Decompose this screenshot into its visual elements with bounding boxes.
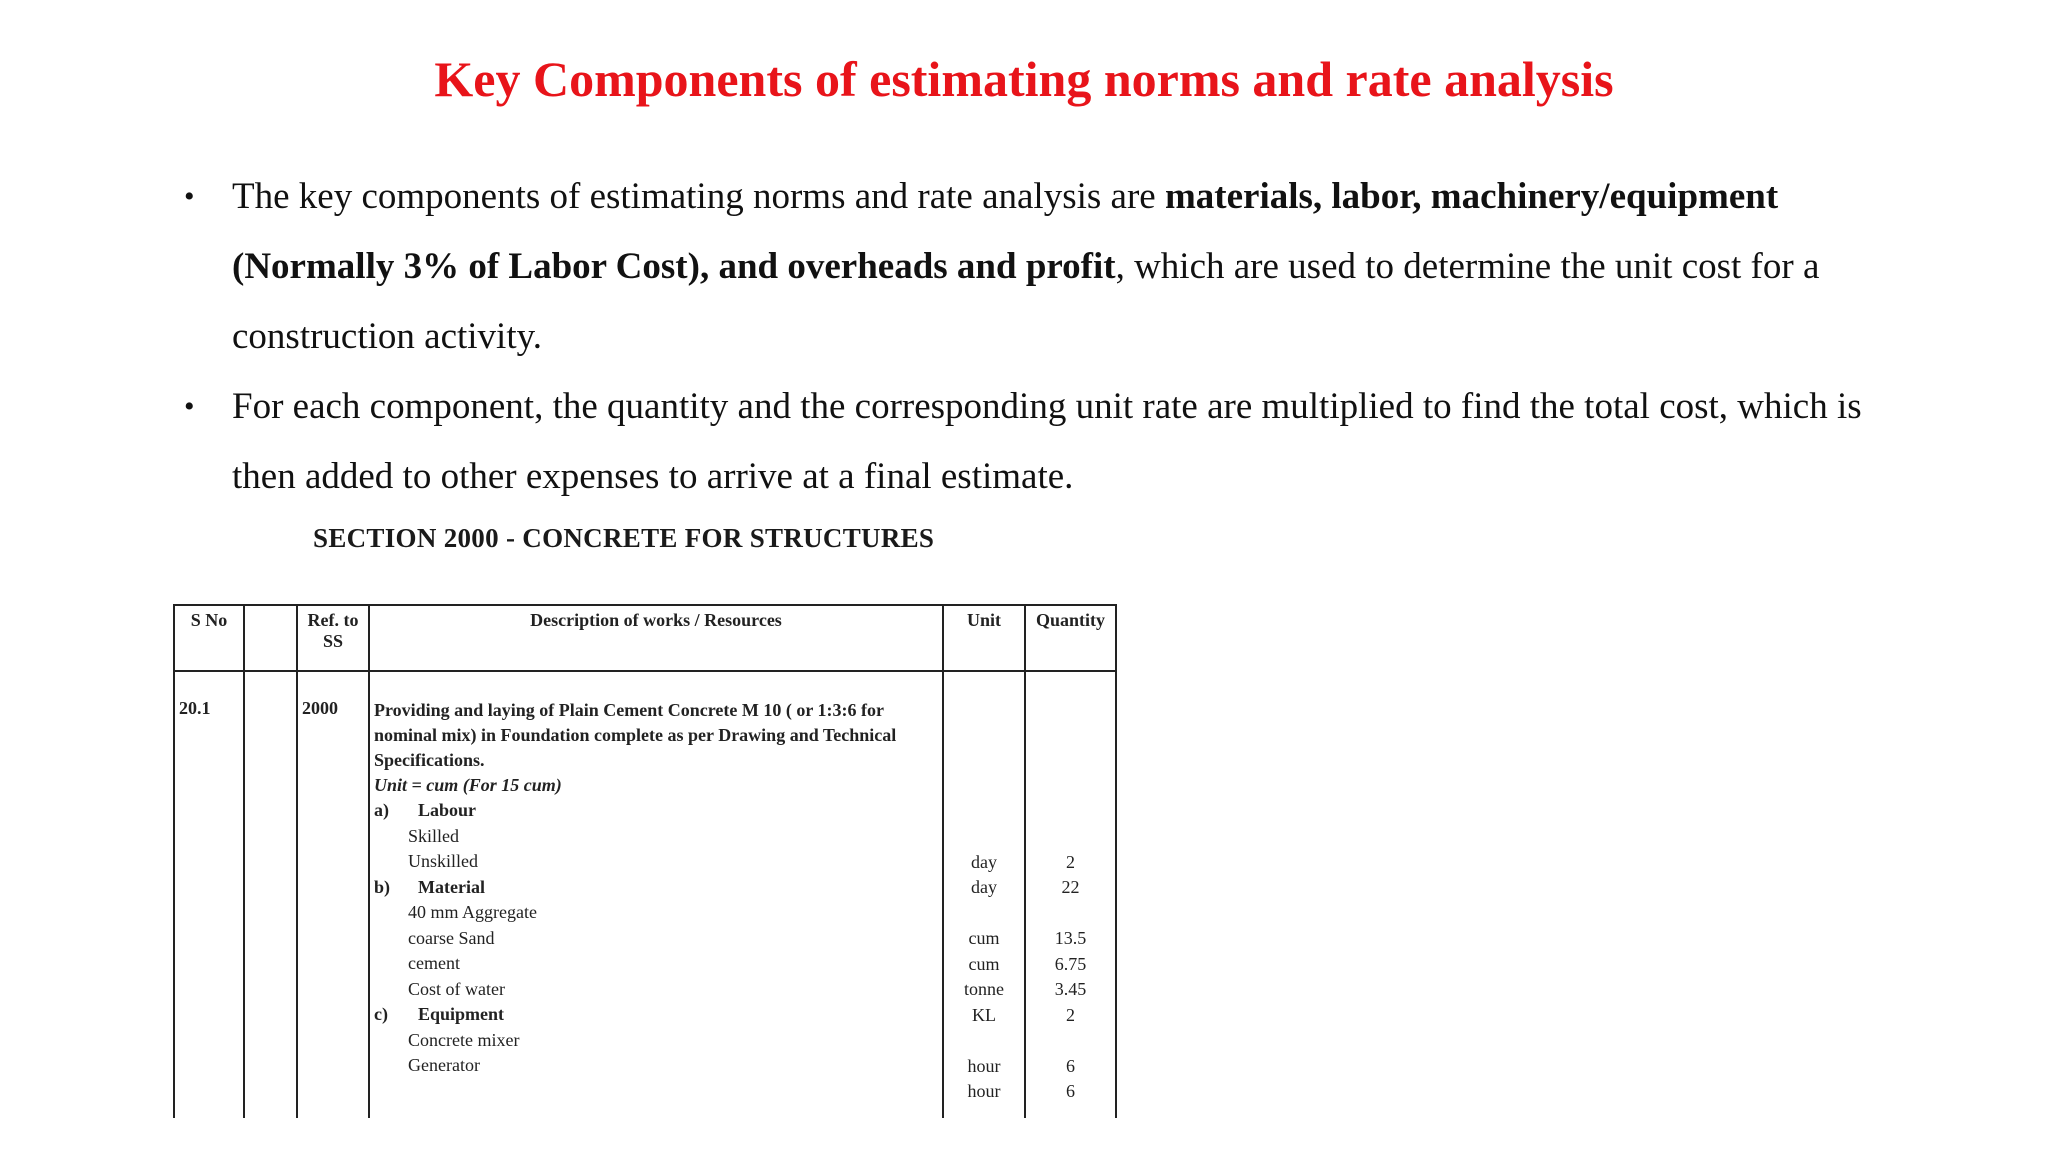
resource-item: Generator (408, 1055, 480, 1075)
unit-value: day (971, 877, 997, 897)
item-description: Providing and laying of Plain Cement Concrete M 10 ( or 1:3:6 for nominal mix) in Foundation complete as per Drawing and Technical Specifications. (374, 700, 897, 770)
resource-item: Skilled (408, 825, 460, 846)
resource-item: Cost of water (408, 978, 505, 999)
quantity-value: 6 (1066, 1081, 1075, 1101)
resource-item: 40 mm Aggregate (408, 902, 537, 922)
cell-ref: 2000 (297, 671, 369, 1118)
slide-title: Key Components of estimating norms and rate analysis (434, 51, 1614, 107)
header-ref: Ref. to SS (297, 605, 369, 671)
bullet-item (178, 372, 1898, 512)
cell-quantity (1025, 671, 1116, 1118)
bullet-text: , which are used to determine the unit cost for a construction activity. (232, 246, 1820, 357)
group-heading: b) Material (374, 876, 485, 897)
header-sno: S No (174, 605, 244, 671)
header-blank (244, 605, 297, 671)
unit-value: KL (972, 1004, 996, 1025)
unit-value: cum (968, 953, 1000, 974)
quantity-value: 6 (1066, 1055, 1075, 1076)
table-row (174, 671, 1116, 1118)
quantity-value: 2 (1066, 851, 1075, 872)
bullet-text: The key components of estimating norms and rate analysis are (232, 176, 1165, 217)
header-description: Description of works / Resources (369, 605, 943, 671)
unit-note: Unit = cum (For 15 cum) (374, 775, 562, 795)
bullet-icon: • (184, 390, 195, 423)
bullet-bold-text: materials, labor, machinery/equipment (Normally 3% of Labor Cost), and overheads and profit (232, 176, 1779, 287)
cell-unit (943, 671, 1025, 1118)
section-heading: SECTION 2000 - CONCRETE FOR STRUCTURES (313, 523, 935, 553)
quantity-value: 3.45 (1054, 979, 1087, 999)
resource-item: coarse Sand (408, 927, 495, 948)
resource-item: Unskilled (408, 851, 478, 871)
quantity-value: 6.75 (1054, 953, 1087, 974)
bullet-icon: • (184, 180, 195, 213)
quantity-value: 13.5 (1054, 928, 1087, 948)
unit-value: cum (968, 928, 1000, 948)
bullet-text: For each component, the quantity and the corresponding unit rate are multiplied to find the total cost, which is then added to other expenses to arrive at a final estimate. (232, 386, 1862, 497)
cell-sno: 20.1 (174, 671, 244, 1118)
table-header-row (174, 605, 1116, 671)
unit-value: day (971, 851, 997, 872)
resource-item: cement (408, 953, 460, 973)
resource-item: Concrete mixer (408, 1029, 520, 1050)
rate-analysis-table (173, 604, 1117, 1118)
quantity-value: 2 (1066, 1004, 1075, 1025)
unit-value: tonne (964, 979, 1004, 999)
bullet-item (178, 162, 1898, 372)
bullet-list (178, 162, 1898, 512)
unit-value: hour (967, 1055, 1001, 1076)
group-heading: c) Equipment (374, 1004, 505, 1024)
header-quantity: Quantity (1025, 605, 1116, 671)
unit-value: hour (967, 1081, 1001, 1101)
cell-description (369, 671, 943, 1118)
quantity-value: 22 (1061, 877, 1080, 897)
cell-blank (244, 671, 297, 1118)
group-heading: a) Labour (374, 800, 477, 820)
header-unit: Unit (943, 605, 1025, 671)
